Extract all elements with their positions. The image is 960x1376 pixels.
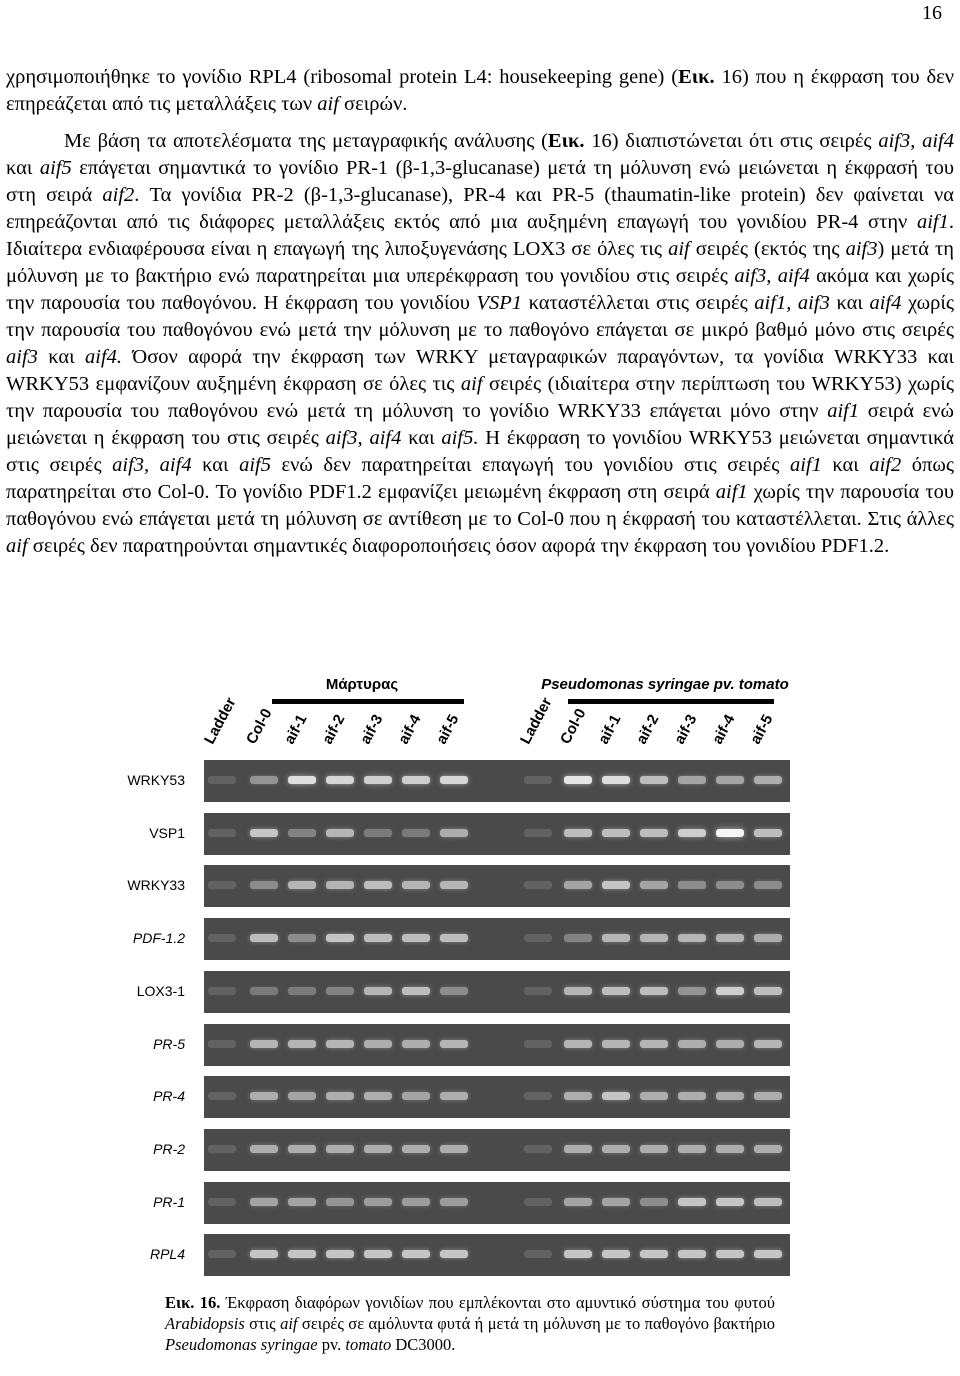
paragraph2-run: aif5 [239,454,271,476]
paragraph2-run: Όσον αφορά την έκφραση των WRKY μεταγραφικών παραγόντων, τα γονίδια WRKY33 και WRKY53 εμφανίζουν αυξημένη έκφραση σε όλες τις [6,346,954,395]
gel-band [524,987,552,995]
gel-band [716,881,744,889]
gel-band [754,1145,782,1153]
gel-band [440,987,468,995]
paragraph2-run: σειρές δεν παρατηρούνται σημαντικές διαφοροποιήσεις όσον αφορά την έκφραση του γονιδίου PDF1.2. [27,535,890,557]
gel-band [564,987,592,995]
paragraph2-run: aif3, aif4 [734,265,810,287]
gel-band [678,934,706,942]
gel-band [640,934,668,942]
gel-band [564,1040,592,1048]
gel-band [402,1092,430,1100]
gel-row [204,971,790,1013]
caption-run: tomato [345,1335,392,1354]
gel-band [754,1250,782,1258]
gel-band [716,1145,744,1153]
caption-run: Pseudomonas syringae [165,1335,318,1354]
gel-band [678,1040,706,1048]
paragraph2-run: και [821,454,870,476]
gel-band [602,1250,630,1258]
gel-band [364,1040,392,1048]
gel-row [204,1076,790,1118]
gel-band [250,829,278,837]
paragraph1-run: σειρών. [338,93,408,115]
caption-run: Εικ. 16. [165,1293,221,1312]
paragraph2-run: επάγεται σημαντικά το γονίδιο PR-1 (β-1,3-glucanase) μετά τη μόλυνση ενώ μειώνεται η έκφρασή του στη σειρά [6,157,955,206]
paragraph2-run: και [37,346,86,368]
gel-band [364,1145,392,1153]
gel-row [204,918,790,960]
paragraph2-run: aif4 [869,292,902,314]
paragraph2-run: aif1 [827,400,860,422]
gel-band [640,776,668,784]
gel-band [640,1040,668,1048]
paragraph2-run: . Τα γονίδια PR-2 (β-1,3-glucanase), PR-4 και PR-5 (thaumatin-like protein) δεν φαίνεται να επηρεάζονται από τις διάφορες μεταλλάξεις εκτός από μια αυξημένη επαγωγή του γονιδίου PR-4 στην [6,184,955,233]
gel-band [402,1198,430,1206]
paragraph2-run: aif1 [789,454,822,476]
gel-band [524,1040,552,1048]
gel-band [288,987,316,995]
paragraph2-run: και [6,157,40,179]
gel-band [716,934,744,942]
gel-band [640,1198,668,1206]
gel-band [364,1092,392,1100]
gel-band [754,1092,782,1100]
caption-run: Έκφραση διαφόρων γονιδίων που εμπλέκονται στο αμυντικό σύστημα του φυτού [220,1293,775,1312]
gel-band [754,776,782,784]
gel-band [364,1250,392,1258]
paragraph2-run: και [191,454,240,476]
lane-label-aif-3: aif-3 [356,711,387,747]
gel-band [602,881,630,889]
lane-label-aif-4: aif-4 [394,711,425,747]
gel-band [402,987,430,995]
gel-band [602,987,630,995]
lane-label-col-0: Col-0 [242,705,276,747]
lane-label-ladder: Ladder [516,694,556,747]
gel-row [204,1024,790,1066]
gel-band [440,829,468,837]
caption-run: σειρές σε αμόλυντα φυτά ή μετά τη μόλυνση με το παθογόνο βακτήριο [297,1314,776,1333]
gel-band [678,829,706,837]
gel-band [288,829,316,837]
gel-band [326,1040,354,1048]
gel-band [440,881,468,889]
gel-band [524,1198,552,1206]
gel-band [754,1040,782,1048]
gel-band [716,987,744,995]
paragraph2-run: aif4 [922,130,955,152]
gene-label: PDF-1.2 [132,930,185,947]
paragraph2-run: ακόμα και χωρίς την παρουσία του παθογόνου. Η έκφραση του γονιδίου [6,265,954,314]
gel-band [602,776,630,784]
paragraph2-run: aif3 [878,130,911,152]
lane-label-aif-3: aif-3 [670,711,701,747]
paragraph2-run: χωρίς την παρουσία του παθογόνου ενώ μετά την μόλυνση με το παθογόνο επάγεται σε μικρό βαθμό μόνο στις σειρές [6,292,954,341]
paragraph2-run: aif1 [916,211,949,233]
paragraph2-run: όπως παρατηρείται στο Col-0. Το γονίδιο PDF1.2 εμφανίζει μειωμένη έκφραση στη σειρά [6,454,954,503]
gel-band [716,829,744,837]
group-bar-control [272,699,464,704]
gel-band [250,1250,278,1258]
caption-run: στις [244,1314,281,1333]
gel-band [364,829,392,837]
gel-band [208,934,236,942]
gel-band [440,776,468,784]
gel-row [204,760,790,802]
paragraph2-run: aif1, aif3 [754,292,830,314]
gel-band [208,1092,236,1100]
paragraph2-run: ενώ δεν παρατηρείται επαγωγή του γονιδίου στις σειρές [270,454,790,476]
paragraph2-run: Εικ. [547,130,585,152]
paragraph2-run: aif2 [102,184,135,206]
page-number: 16 [922,2,942,24]
gel-band [326,1250,354,1258]
gene-label: WRKY53 [127,772,185,788]
gel-band [208,829,236,837]
gene-label: RPL4 [149,1246,185,1263]
gel-row [204,1234,790,1276]
gene-label: PR-4 [153,1088,185,1105]
lane-label-col-0: Col-0 [556,705,590,747]
gel-band [440,934,468,942]
gel-band [288,1198,316,1206]
gel-band [288,881,316,889]
paragraph1-run: χρησιμοποιήθηκε το γονίδιο RPL4 (ribosomal protein L4: housekeeping gene) ( [6,66,679,88]
lane-label-aif-2: aif-2 [632,711,663,747]
gel-band [208,1040,236,1048]
paragraph-2 [6,128,954,560]
paragraph1-run: 16) που η έκφραση του δεν επηρεάζεται από τις μεταλλάξεις των [6,66,954,115]
gel-band [326,987,354,995]
gel-band [326,776,354,784]
gel-band [564,934,592,942]
gene-label: VSP1 [149,824,185,841]
gel-band [564,881,592,889]
gel-band [326,829,354,837]
gel-band [326,934,354,942]
gel-band [678,776,706,784]
gene-label: PR-1 [153,1193,185,1210]
gel-band [640,1092,668,1100]
gel-band [288,1145,316,1153]
gel-band [716,776,744,784]
gene-label: PR-2 [153,1140,185,1157]
gel-band [288,1092,316,1100]
group-label-control: Μάρτυρας [325,676,399,693]
paragraph2-run: aif4. [85,346,123,368]
paragraph-1 [6,64,954,118]
lane-label-aif-1: aif-1 [280,711,311,747]
gel-band [326,1145,354,1153]
gel-band [440,1040,468,1048]
group-label-infected: Pseudomonas syringae pv. tomato [541,676,789,693]
gel-band [524,776,552,784]
gene-label: LOX3-1 [136,982,185,999]
gel-band [402,881,430,889]
paragraph2-run: aif5. [441,427,479,449]
gel-band [288,934,316,942]
gel-figure [0,668,960,1308]
paragraph2-run: aif [460,373,483,395]
gel-band [250,1145,278,1153]
paragraph2-run: 16) διαπιστώνεται ότι στις σειρές [584,130,879,152]
gel-band [640,1145,668,1153]
gel-band [602,934,630,942]
paragraph2-run: aif [6,535,28,557]
caption-run: Arabidopsis [165,1314,245,1333]
gel-band [402,1040,430,1048]
gel-band [208,881,236,889]
paragraph2-run: aif3, aif4 [325,427,402,449]
paragraph2-run: χωρίς την παρουσία του παθογόνου ενώ επάγεται μετά τη μόλυνση σε αντίθεση με το Col-0 που η έκφρασή του καταστέλλεται. Στις άλλες [6,481,954,530]
paragraph2-run: aif [668,238,690,260]
gel-band [524,1092,552,1100]
gel-band [602,1145,630,1153]
paragraph2-run: και [401,427,442,449]
gel-band [250,1198,278,1206]
gel-band [716,1092,744,1100]
paragraph2-run: , [910,130,923,152]
lane-label-aif-4: aif-4 [708,711,739,747]
lane-label-ladder: Ladder [200,694,240,747]
gel-band [754,881,782,889]
caption-run: aif [280,1314,298,1333]
gel-band [250,1040,278,1048]
lane-label-aif-5: aif-5 [746,711,777,747]
gel-band [602,829,630,837]
caption-run: pv. [317,1335,346,1354]
gel-band [440,1145,468,1153]
gene-label: WRKY33 [127,877,185,894]
gel-band [564,1250,592,1258]
gel-band [754,934,782,942]
paragraph2-run: aif3, aif4 [112,454,192,476]
gel-band [250,881,278,889]
paragraph2-run: Με βάση τα αποτελέσματα της μεταγραφικής ανάλυσης ( [64,130,548,152]
paragraph1-run: Εικ. [678,66,715,88]
gel-band [250,987,278,995]
gel-band [402,1250,430,1258]
gel-row [204,813,790,855]
paragraph2-run: aif2 [869,454,902,476]
gel-band [754,1198,782,1206]
lane-label-aif-2: aif-2 [318,711,349,747]
lane-label-aif-5: aif-5 [432,711,463,747]
gel-band [678,1250,706,1258]
gel-band [208,1250,236,1258]
gel-band [208,1145,236,1153]
gel-band [326,1092,354,1100]
gel-row [204,1182,790,1224]
gel-band [364,1198,392,1206]
gel-band [524,829,552,837]
gel-band [524,1145,552,1153]
gel-band [716,1250,744,1258]
gel-band [208,776,236,784]
paragraph2-run: σειρές (εκτός της [689,238,846,260]
gel-band [564,1198,592,1206]
gel-band [754,829,782,837]
gel-band [564,1145,592,1153]
gel-band [440,1250,468,1258]
gel-band [524,881,552,889]
gel-band [678,1145,706,1153]
paragraph2-run: VSP1 [476,292,523,314]
gel-band [524,1250,552,1258]
gel-band [440,1198,468,1206]
paragraph2-run: aif3 [845,238,878,260]
paragraph2-run: aif5 [39,157,72,179]
paragraph2-run: aif1 [715,481,748,503]
gel-band [678,881,706,889]
body-text [6,64,954,560]
gel-band [364,881,392,889]
gel-band [640,829,668,837]
gel-band [208,987,236,995]
gel-band [440,1092,468,1100]
gel-band [402,1145,430,1153]
gel-band [716,1040,744,1048]
gel-band [716,1198,744,1206]
paragraph2-run: ) μετά τη μόλυνση με το βακτήριο ενώ παρατηρείται μια υπερέκφραση του γονιδίου στις σειρές [6,238,954,287]
figure-caption [165,1292,775,1355]
gel-band [678,1092,706,1100]
gel-band [250,776,278,784]
gel-band [524,934,552,942]
gel-band [364,934,392,942]
gel-band [602,1040,630,1048]
gene-label: PR-5 [153,1035,185,1052]
lane-label-aif-1: aif-1 [594,711,625,747]
paragraph2-run: και [829,292,870,314]
gel-row [204,865,790,907]
gel-band [364,987,392,995]
gel-band [678,1198,706,1206]
gel-band [288,1040,316,1048]
gel-band [250,934,278,942]
group-bar-infected [568,699,774,704]
gel-band [402,829,430,837]
gel-band [640,1250,668,1258]
paragraph2-run: aif3 [6,346,38,368]
gel-band [678,987,706,995]
paragraph2-run: σειρά ενώ μειώνεται η έκφραση του στις σειρές [6,400,955,449]
gel-band [250,1092,278,1100]
gel-band [564,776,592,784]
paragraph1-run: aif [317,93,339,115]
paragraph2-run: σειρές (ιδιαίτερα στην περίπτωση του WRKY53) χωρίς την παρουσία του παθογόνου ενώ μετά τη μόλυνση το γονίδιο WRKY33 επάγεται μόνο στην [6,373,954,422]
paragraph2-run: καταστέλλεται στις σειρές [522,292,755,314]
gel-band [564,829,592,837]
gel-band [326,1198,354,1206]
gel-band [364,776,392,784]
gel-row [204,1129,790,1171]
gel-band [208,1198,236,1206]
gel-band [402,776,430,784]
gel-band [402,934,430,942]
gel-band [602,1092,630,1100]
paragraph2-run: Η έκφραση το γονιδίου WRKY53 μειώνεται σημαντικά στις σειρές [6,427,954,476]
paragraph2-run: . Ιδιαίτερα ενδιαφέρουσα είναι η επαγωγή της λιποξυγενάσης LOX3 σε όλες τις [6,211,954,260]
gel-band [640,987,668,995]
gel-band [564,1092,592,1100]
gel-band [288,776,316,784]
gel-band [602,1198,630,1206]
gel-band [640,881,668,889]
gel-band [288,1250,316,1258]
caption-run: DC3000. [391,1335,456,1354]
gel-band [754,987,782,995]
gel-band [326,881,354,889]
